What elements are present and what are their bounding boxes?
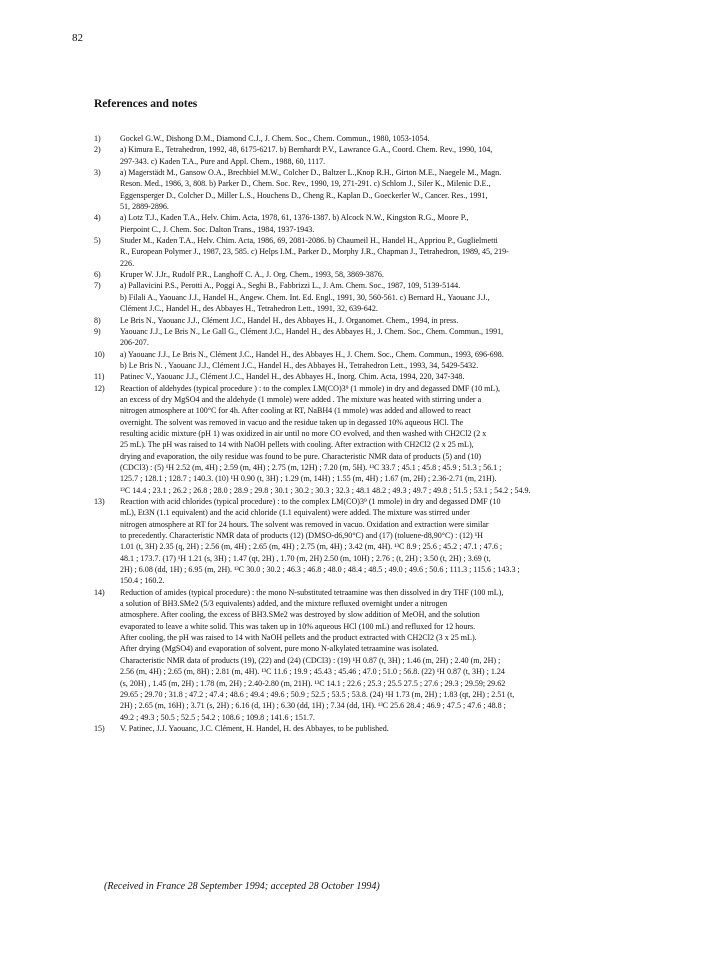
- reference-item: [94, 349, 654, 372]
- reference-line: Reaction of aldehydes (typical procedure ) : to the complex LM(CO)3⁹ (1 mmole) in dry and degassed DMF (10 mL),: [120, 383, 501, 393]
- reference-line: 150.4 ; 160.2.: [120, 576, 165, 586]
- reference-number: 2): [94, 145, 101, 155]
- reference-line: drying and evaporation, the oily residue was found to be pure. Characteristic NMR data of products (5) and (10): [120, 451, 482, 461]
- reference-number: 10): [94, 349, 105, 359]
- reference-line: 226.: [120, 258, 135, 268]
- reference-line: Patinec V., Yaouanc J.J., Clément J.C., Handel H., des Abbayes H., Inorg. Chim. Acta, 1994, 220, 347-348.: [120, 372, 465, 382]
- reference-line: Characteristic NMR data of products (19), (22) and (24) (CDCl3) : (19) ¹H 0.87 (t, 3H) ; 1.46 (m, 2H) ; 2.40 (m, 2H) ;: [120, 655, 501, 665]
- reference-text: [120, 144, 654, 167]
- reference-text: [120, 269, 654, 280]
- reference-line: 2H) ; 6.08 (dd, 1H) ; 6.95 (m, 2H). ¹³C 30.0 ; 30.2 ; 46.3 ; 46.8 ; 48.0 ; 48.4 ; 48.5 ; 49.0 ; 49.6 ; 50.6 ; 111.3 ; 115.6 ; 143.3 ;: [120, 565, 520, 575]
- reference-number: 9): [94, 326, 101, 336]
- reference-item: [94, 235, 654, 269]
- reference-number: 1): [94, 134, 101, 143]
- reference-number: 11): [94, 372, 105, 382]
- reference-line: a) Magerstädt M., Gansow O.A., Brechbiel M.W., Colcher D., Baltzer L.,Knop R.H., Girton M.E., Naegele M., Magn.: [120, 168, 502, 178]
- reference-text: [120, 723, 654, 734]
- reference-text: [120, 315, 654, 326]
- reference-line: a) Kimura E., Tetrahedron, 1992, 48, 6175-6217. b) Bernhardt P.V., Lawrance G.A., Coord. Chem. Rev., 1990, 104,: [120, 145, 493, 155]
- reference-line: 206-207.: [120, 338, 149, 348]
- reference-number: 4): [94, 213, 101, 223]
- reference-line: Reson. Med., 1986, 3, 808. b) Parker D., Chem. Soc. Rev., 1990, 19, 271-291. c) Schlom J., Siler K., Milenic D.E.,: [120, 179, 491, 189]
- reference-item: [94, 371, 654, 382]
- reference-line: 297-343. c) Kaden T.A., Pure and Appl. Chem., 1988, 60, 1117.: [120, 156, 326, 166]
- reference-line: atmosphere. After cooling, the excess of BH3.SMe2 was destroyed by slow addition of MeOH, and the solution: [120, 610, 480, 620]
- reference-line: Reduction of amides (typical procedure) : the mono N-substituted tetraamine was then dissolved in dry THF (100 mL),: [120, 587, 504, 597]
- reference-line: to precedently. Characteristic NMR data of products (12) (DMSO-d6,90°C) and (17) (toluene-d8,90°C) : (12) ¹H: [120, 531, 483, 541]
- reference-item: [94, 496, 654, 587]
- reference-line: 2H) ; 2.65 (m, 16H) ; 3.71 (s, 2H) ; 6.16 (d, 1H) ; 6.30 (dd, 1H) ; 7.34 (dd, 1H). ¹³C 25.6 28.4 ; 46.9 ; 47.5 ; 47.6 ; 48.8 ;: [120, 701, 506, 711]
- reference-text: [120, 280, 654, 314]
- reference-text: [120, 167, 654, 212]
- reference-line: Studer M., Kaden T.A., Helv. Chim. Acta, 1986, 69, 2081-2086. b) Chaumeil H., Handel H., Appriou P., Guglielmetti: [120, 236, 498, 246]
- reference-text: [120, 133, 654, 144]
- reference-list: [94, 133, 654, 734]
- reference-item: [94, 315, 654, 326]
- reference-line: 25 mL). The pH was raised to 14 with NaOH pellets with cooling. After extraction with CH2Cl2 (2 x 25 mL),: [120, 440, 474, 450]
- reference-line: 125.7 ; 128.1 ; 128.7 ; 140.3. (10) ¹H 0.90 (t, 3H) ; 1.29 (m, 14H) ; 1.55 (m, 4H) ; 1.67 (m, 2H) ; 2.36-2.71 (m, 21H).: [120, 474, 497, 484]
- reference-number: 8): [94, 315, 101, 325]
- reference-line: Yaouanc J.J., Le Bris N., Le Gall G., Clément J.C., Handel H., des Abbayes H., J. Chem. Soc., Chem. Commun., 1991,: [120, 326, 504, 336]
- reference-line: Le Bris N., Yaouanc J.J., Clément J.C., Handel H., des Abbayes H., J. Organomet. Chem., 1994, in press.: [120, 315, 459, 325]
- reference-line: 49.2 ; 49.3 ; 50.5 ; 52.5 ; 54.2 ; 108.6 ; 109.8 ; 141.6 ; 151.7.: [120, 712, 315, 722]
- received-note: (Received in France 28 September 1994; accepted 28 October 1994): [104, 881, 380, 892]
- reference-line: nitrogen atmosphere at 100°C for 4h. After cooling at RT, NaBH4 (1 mmole) was added and allowed to react: [120, 406, 471, 416]
- reference-line: Kruper W. J.Jr., Rudolf P.R., Langhoff C. A., J. Org. Chem., 1993, 58, 3869-3876.: [120, 270, 384, 280]
- reference-line: Eggensperger D., Colcher D., Miller L.S., Houchens D., Cheng R., Kaplan D., Goeckerler W., Cancer. Res., 1991,: [120, 190, 488, 200]
- reference-item: [94, 587, 654, 723]
- reference-number: 12): [94, 383, 105, 393]
- reference-line: nitrogen atmosphere at RT for 24 hours. The solvent was removed in vacuo. Oxidation and extraction were similar: [120, 519, 489, 529]
- reference-number: 14): [94, 587, 105, 597]
- section-heading: References and notes: [94, 98, 198, 110]
- reference-item: [94, 723, 654, 734]
- reference-number: 13): [94, 497, 105, 506]
- reference-line: V. Patinec, J.J. Yaouanc, J.C. Clément, H. Handel, H. des Abbayes, to be published.: [120, 723, 389, 733]
- reference-text: [120, 371, 654, 382]
- reference-line: mL), Et3N (1.1 equivalent) and the acid chloride (1.1 equivalent) were added. The mixture was stirred under: [120, 508, 470, 518]
- reference-line: Pierpoint C., J. Chem. Soc. Dalton Trans., 1984, 1937-1943.: [120, 224, 315, 234]
- reference-text: [120, 587, 654, 723]
- reference-number: 3): [94, 168, 101, 178]
- reference-line: 1.01 (t, 3H) 2.35 (q, 2H) ; 2.56 (m, 4H) ; 2.65 (m, 4H) ; 2.75 (m, 4H) ; 3.42 (m, 4H). ¹³C 8.9 ; 25.6 ; 45.2 ; 47.1 ; 47.6 ;: [120, 542, 503, 552]
- reference-number: 7): [94, 281, 101, 291]
- reference-item: [94, 167, 654, 212]
- reference-line: overnight. The solvent was removed in vacuo and the residue taken up in degassed 10% aqueous HCl. The: [120, 417, 464, 427]
- reference-item: [94, 212, 654, 235]
- reference-text: [120, 496, 654, 587]
- reference-line: a solution of BH3.SMe2 (5/3 equivalents) added, and the mixture refluxed overnight under a nitrogen: [120, 599, 448, 609]
- reference-line: Gockel G.W., Dishong D.M., Diamond C.J., J. Chem. Soc., Chem. Commun., 1980, 1053-1054.: [120, 134, 430, 143]
- reference-item: [94, 383, 654, 496]
- reference-line: R., European Polymer J., 1987, 23, 585. c) Helps I.M., Parker D., Morphy J.R., Chapman J., Tetrahedron, 1989, 45, 219-: [120, 247, 509, 257]
- reference-line: After drying (MgSO4) and evaporation of solvent, pure mono N-alkylated tetraamine was isolated.: [120, 644, 439, 654]
- reference-number: 6): [94, 270, 101, 280]
- reference-line: (s, 20H) , 1.45 (m, 2H) ; 1.78 (m, 2H) ; 2.40-2.80 (m, 21H). ¹³C 14.1 ; 22.6 ; 25.3 ; 25.5 27.5 ; 27.6 ; 29.3 ; 29.59; 29.62: [120, 678, 506, 688]
- reference-line: b) Le Bris N. , Yaouanc J.J., Clément J.C., Handel H., des Abbayes H., Tetrahedron Lett., 1993, 34, 5429-5432.: [120, 360, 479, 370]
- reference-item: [94, 280, 654, 314]
- reference-item: [94, 326, 654, 349]
- reference-item: [94, 133, 654, 144]
- page-number: 82: [72, 32, 83, 44]
- reference-number: 15): [94, 723, 105, 733]
- reference-item: [94, 269, 654, 280]
- reference-line: ¹³C 14.4 ; 23.1 ; 26.2 ; 26.8 ; 28.0 ; 28.9 ; 29.8 ; 30.1 ; 30.2 ; 30.3 ; 32.3 ; 48.1 48.2 ; 49.3 ; 49.7 ; 49.8 ; 51.5 ; 53.1 ; 54.2 ; 54.9.: [120, 485, 531, 495]
- reference-line: Clément J.C., Handel H., des Abbayes H., Tetrahedron Lett., 1991, 32, 639-642.: [120, 304, 378, 314]
- reference-line: evaporated to leave a white solid. This was taken up in 10% aqueous HCl (100 mL) and refluxed for 12 hours.: [120, 621, 476, 631]
- reference-line: 29.65 ; 29.70 ; 31.8 ; 47.2 ; 47.4 ; 48.6 ; 49.4 ; 49.6 ; 50.9 ; 52.5 ; 53.5 ; 53.8. (24) ¹H 1.73 (m, 2H) ; 1.83 (qt, 2H) ; 2.51 (t,: [120, 689, 515, 699]
- reference-line: a) Lotz T.J., Kaden T.A., Helv. Chim. Acta, 1978, 61, 1376-1387. b) Alcock N.W., Kingston R.G., Moore P.,: [120, 213, 469, 223]
- reference-number: 5): [94, 236, 101, 246]
- reference-line: 48.1 ; 173.7. (17) ¹H 1.21 (s, 3H) ; 1.47 (qt, 2H) , 1.70 (m, 2H) 2.50 (m, 10H) ; 2.76 ; (t, 2H) ; 3.50 (t, 2H) ; 3.69 (t,: [120, 553, 491, 563]
- reference-line: After cooling, the pH was raised to 14 with NaOH pellets and the product extracted with CH2Cl2 (3 x 25 mL).: [120, 633, 477, 643]
- reference-line: 51, 2889-2896.: [120, 202, 169, 212]
- reference-text: [120, 383, 654, 496]
- reference-line: b) Filali A., Yaouanc J.J., Handel H., Angew. Chem. Int. Ed. Engl., 1991, 30, 560-561. c) Bernard H., Yaouanc J.J.,: [120, 292, 490, 302]
- reference-text: [120, 212, 654, 235]
- reference-text: [120, 326, 654, 349]
- reference-text: [120, 235, 654, 269]
- reference-item: [94, 144, 654, 167]
- reference-line: 2.56 (m, 4H) ; 2.65 (m, 8H) ; 2.81 (m, 4H). ¹³C 11.6 ; 19.9 ; 45.43 ; 45.46 ; 47.0 ; 51.0 ; 56.8. (22) ¹H 0.87 (t, 3H) ; 1.24: [120, 667, 505, 677]
- reference-line: an excess of dry MgSO4 and the aldehyde (1 mmole) were added . The mixture was heated with stirring under a: [120, 394, 482, 404]
- reference-line: a) Pallavicini P.S., Perotti A., Poggi A., Seghi B., Fabbrizzi L., J. Am. Chem. Soc., 1987, 109, 5139-5144.: [120, 281, 461, 291]
- reference-line: Reaction with acid chlorides (typical procedure) : to the complex LM(CO)3⁹ (1 mmole) in dry and degassed DMF (10: [120, 497, 501, 506]
- reference-text: [120, 349, 654, 372]
- reference-line: (CDCl3) : (5) ¹H 2.52 (m, 4H) ; 2.59 (m, 4H) ; 2.75 (m, 12H) ; 7.20 (m, 5H). ¹³C 33.7 ; 45.1 ; 45.8 ; 45.9 ; 51.3 ; 56.1 ;: [120, 462, 502, 472]
- reference-line: a) Yaouanc J.J., Le Bris N., Clément J.C., Handel H., des Abbayes H., J. Chem. Soc., Chem. Commun., 1993, 696-698.: [120, 349, 504, 359]
- reference-line: resulting acidic mixture (pH 1) was oxidized in air until no more CO evolved, and then washed with CH2Cl2 (2 x: [120, 428, 487, 438]
